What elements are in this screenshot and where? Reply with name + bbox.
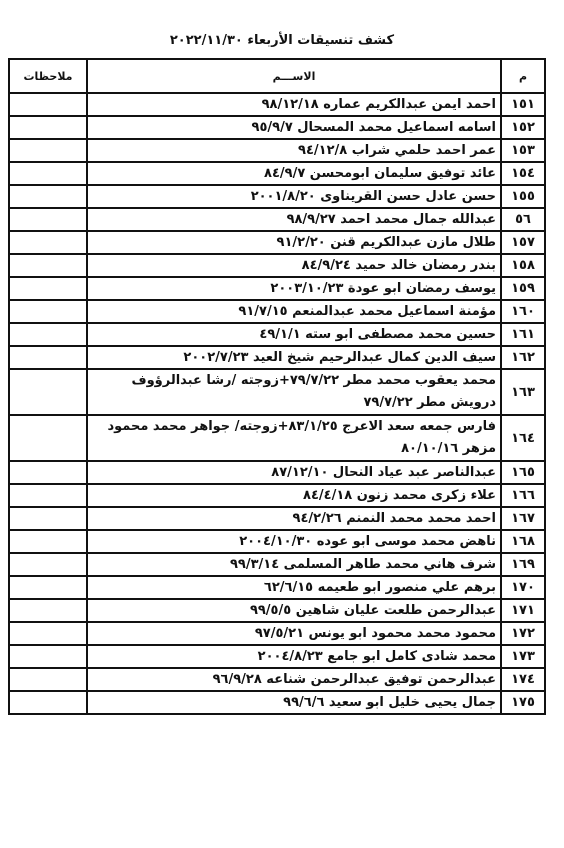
row-notes bbox=[9, 415, 87, 461]
row-name: علاء زكرى محمد زنون ٨٤/٤/١٨ bbox=[87, 484, 501, 507]
row-number: ١٦٠ bbox=[501, 300, 545, 323]
row-notes bbox=[9, 461, 87, 484]
row-name: عبدالرحمن طلعت عليان شاهين ٩٩/٥/٥ bbox=[87, 599, 501, 622]
row-notes bbox=[9, 93, 87, 116]
row-number: ١٥٤ bbox=[501, 162, 545, 185]
row-number: ١٧٣ bbox=[501, 645, 545, 668]
row-number: ١٦٦ bbox=[501, 484, 545, 507]
row-name: بندر رمضان خالد حميد ٨٤/٩/٢٤ bbox=[87, 254, 501, 277]
table-row bbox=[9, 139, 545, 162]
row-notes bbox=[9, 553, 87, 576]
row-number: ١٦٣ bbox=[501, 369, 545, 415]
table-row bbox=[9, 369, 545, 415]
row-name: برهم علي منصور ابو طعيمه ٦٢/٦/١٥ bbox=[87, 576, 501, 599]
row-notes bbox=[9, 162, 87, 185]
table-row bbox=[9, 691, 545, 714]
row-name: احمد ايمن عبدالكريم عماره ٩٨/١٢/١٨ bbox=[87, 93, 501, 116]
row-number: ١٥٩ bbox=[501, 277, 545, 300]
table-row bbox=[9, 622, 545, 645]
table-row bbox=[9, 668, 545, 691]
table-row bbox=[9, 645, 545, 668]
table-row bbox=[9, 116, 545, 139]
row-notes bbox=[9, 346, 87, 369]
row-number: ١٦٨ bbox=[501, 530, 545, 553]
row-notes bbox=[9, 530, 87, 553]
row-name: مؤمنة اسماعيل محمد عبدالمنعم ٩١/٧/١٥ bbox=[87, 300, 501, 323]
row-notes bbox=[9, 484, 87, 507]
row-number: ١٧٤ bbox=[501, 668, 545, 691]
row-notes bbox=[9, 645, 87, 668]
row-notes bbox=[9, 691, 87, 714]
header-name: الاســـم bbox=[87, 59, 501, 93]
row-notes bbox=[9, 622, 87, 645]
row-name: عائد توفيق سليمان ابومحسن ٨٤/٩/٧ bbox=[87, 162, 501, 185]
row-notes bbox=[9, 507, 87, 530]
table-row bbox=[9, 323, 545, 346]
table-row bbox=[9, 530, 545, 553]
row-number: ١٥٢ bbox=[501, 116, 545, 139]
table-row bbox=[9, 208, 545, 231]
table-row bbox=[9, 484, 545, 507]
row-notes bbox=[9, 231, 87, 254]
row-name: محمد شادى كامل ابو جامع ٢٠٠٤/٨/٢٣ bbox=[87, 645, 501, 668]
table-row bbox=[9, 231, 545, 254]
row-number: ١٦٢ bbox=[501, 346, 545, 369]
table-row bbox=[9, 461, 545, 484]
row-number: ١٧١ bbox=[501, 599, 545, 622]
row-number: ١٥٣ bbox=[501, 139, 545, 162]
table-row bbox=[9, 93, 545, 116]
row-number: ١٧٠ bbox=[501, 576, 545, 599]
row-notes bbox=[9, 116, 87, 139]
row-notes bbox=[9, 599, 87, 622]
row-name: سيف الدين كمال عبدالرحيم شيخ العيد ٢٠٠٢/٧/٢٣ bbox=[87, 346, 501, 369]
table-row bbox=[9, 185, 545, 208]
row-name: حسن عادل حسن القريناوى ٢٠٠١/٨/٢٠ bbox=[87, 185, 501, 208]
row-notes bbox=[9, 668, 87, 691]
row-name: عمر احمد حلمي شراب ٩٤/١٢/٨ bbox=[87, 139, 501, 162]
row-name: عبدالرحمن توفيق عبدالرحمن شناعه ٩٦/٩/٢٨ bbox=[87, 668, 501, 691]
row-name: فارس جمعه سعد الاعرج ٨٣/١/٢٥+زوجته/ جواهر محمد محمود مزهر ٨٠/١٠/١٦ bbox=[87, 415, 501, 461]
table-row bbox=[9, 599, 545, 622]
row-number: ١٦٤ bbox=[501, 415, 545, 461]
table-row bbox=[9, 300, 545, 323]
row-name: عبدالناصر عبد عياد النحال ٨٧/١٢/١٠ bbox=[87, 461, 501, 484]
row-number: ١٥٧ bbox=[501, 231, 545, 254]
table-row bbox=[9, 576, 545, 599]
table-row bbox=[9, 507, 545, 530]
row-notes bbox=[9, 576, 87, 599]
row-number: ١٦١ bbox=[501, 323, 545, 346]
row-name: يوسف رمضان ابو عودة ٢٠٠٣/١٠/٢٣ bbox=[87, 277, 501, 300]
row-name: شرف هاني محمد طاهر المسلمى ٩٩/٣/١٤ bbox=[87, 553, 501, 576]
names-table bbox=[8, 58, 546, 715]
row-notes bbox=[9, 139, 87, 162]
row-name: احمد محمد محمد النمنم ٩٤/٢/٢٦ bbox=[87, 507, 501, 530]
row-number: ٥٦ bbox=[501, 208, 545, 231]
row-number: ١٥١ bbox=[501, 93, 545, 116]
table-row bbox=[9, 553, 545, 576]
header-notes: ملاحظات bbox=[9, 59, 87, 93]
row-number: ١٥٨ bbox=[501, 254, 545, 277]
row-notes bbox=[9, 300, 87, 323]
row-notes bbox=[9, 208, 87, 231]
row-notes bbox=[9, 369, 87, 415]
table-row bbox=[9, 277, 545, 300]
row-name: طلال مازن عبدالكريم قنن ٩١/٢/٢٠ bbox=[87, 231, 501, 254]
header-number: م bbox=[501, 59, 545, 93]
row-notes bbox=[9, 254, 87, 277]
row-number: ١٥٥ bbox=[501, 185, 545, 208]
row-name: محمود محمد محمود ابو يونس ٩٧/٥/٢١ bbox=[87, 622, 501, 645]
row-name: اسامه اسماعيل محمد المسحال ٩٥/٩/٧ bbox=[87, 116, 501, 139]
table-header-row bbox=[9, 59, 545, 93]
table-row bbox=[9, 415, 545, 461]
row-name: محمد يعقوب محمد مطر ٧٩/٧/٢٢+زوجته /رشا عبدالرؤوف درويش مطر ٧٩/٧/٢٢ bbox=[87, 369, 501, 415]
row-number: ١٦٥ bbox=[501, 461, 545, 484]
row-name: حسين محمد مصطفى ابو سته ٤٩/١/١ bbox=[87, 323, 501, 346]
row-notes bbox=[9, 185, 87, 208]
row-number: ١٦٧ bbox=[501, 507, 545, 530]
table-row bbox=[9, 346, 545, 369]
table-body bbox=[9, 93, 545, 714]
row-name: جمال يحيى خليل ابو سعيد ٩٩/٦/٦ bbox=[87, 691, 501, 714]
page-title: كشف تنسيقات الأربعاء ٢٠٢٢/١١/٣٠ bbox=[169, 33, 395, 48]
row-number: ١٧٢ bbox=[501, 622, 545, 645]
row-number: ١٧٥ bbox=[501, 691, 545, 714]
row-notes bbox=[9, 323, 87, 346]
table-row bbox=[9, 254, 545, 277]
row-notes bbox=[9, 277, 87, 300]
table-row bbox=[9, 162, 545, 185]
row-name: ناهض محمد موسى ابو عوده ٢٠٠٤/١٠/٣٠ bbox=[87, 530, 501, 553]
row-name: عبدالله جمال محمد احمد ٩٨/٩/٢٧ bbox=[87, 208, 501, 231]
row-number: ١٦٩ bbox=[501, 553, 545, 576]
